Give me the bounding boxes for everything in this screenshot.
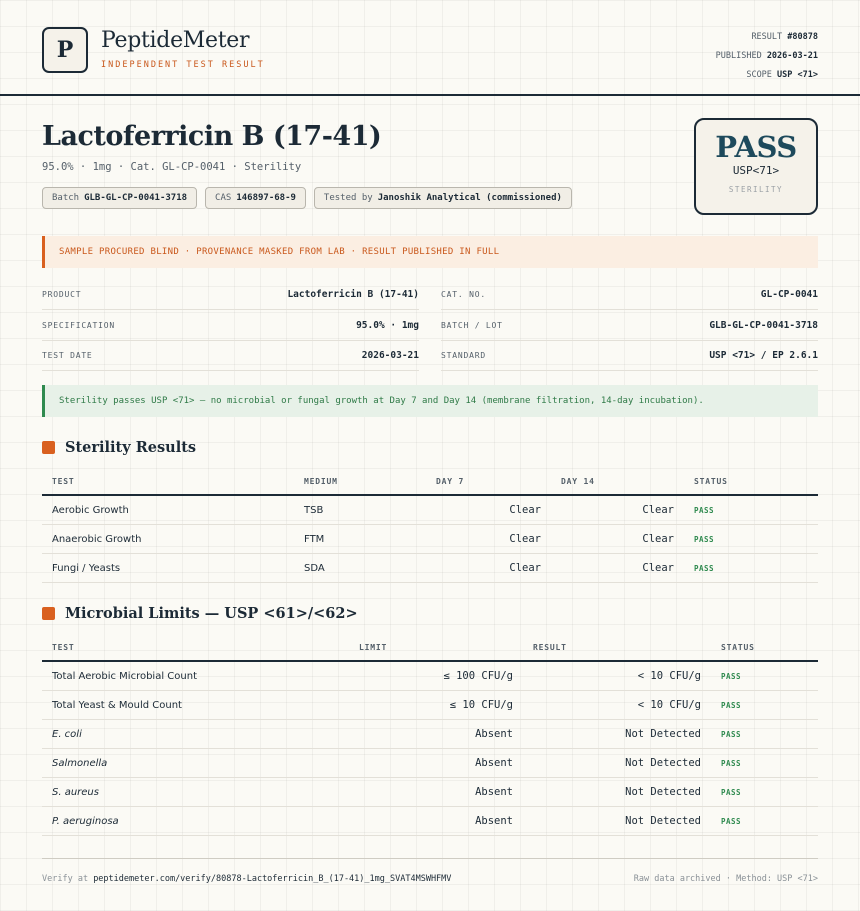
detail-product: PRODUCT Lactoferricin B (17-41) [42, 280, 419, 310]
brand-tagline: INDEPENDENT TEST RESULT [101, 60, 265, 70]
footer-divider [42, 858, 818, 859]
procurement-notice: SAMPLE PROCURED BLIND · PROVENANCE MASKED FROM LAB · RESULT PUBLISHED IN FULL [42, 236, 818, 268]
table-row: Salmonella Absent Not Detected PASS [42, 749, 818, 778]
brand-name: PeptideMeter [101, 28, 250, 53]
detail-cat-no: CAT. NO. GL-CP-0041 [441, 280, 818, 310]
section-marker-icon [42, 607, 55, 620]
sterility-section-title: Sterility Results [42, 439, 196, 456]
scope-line: SCOPE USP <71> [746, 70, 818, 80]
table-row: S. aureus Absent Not Detected PASS [42, 778, 818, 807]
status-badge: PASS [684, 554, 818, 583]
detail-standard: STANDARD USP <71> / EP 2.6.1 [441, 341, 818, 371]
table-row: P. aeruginosa Absent Not Detected PASS [42, 807, 818, 836]
table-row: Total Aerobic Microbial Count ≤ 100 CFU/g < 10 CFU/g PASS [42, 661, 818, 691]
published-line: PUBLISHED 2026-03-21 [715, 51, 818, 61]
verdict-standard: USP<71> [732, 164, 780, 177]
table-header-row: TEST LIMIT RESULT STATUS [42, 634, 818, 661]
verdict-word: PASS [715, 130, 797, 164]
sterility-table [42, 468, 818, 583]
status-badge: PASS [684, 495, 818, 525]
microbial-table [42, 634, 818, 836]
verify-link[interactable]: peptidemeter.com/verify/80878-Lactoferricin_B_(17-41)_1mg_SVAT4MSWHFMV [93, 874, 452, 884]
status-badge: PASS [711, 720, 818, 749]
status-badge: PASS [711, 807, 818, 836]
status-badge: PASS [711, 691, 818, 720]
footer-method-note: Raw data archived · Method: USP <71> [633, 874, 818, 884]
product-chips [42, 187, 572, 209]
table-row: Total Yeast & Mould Count ≤ 10 CFU/g < 10 CFU/g PASS [42, 691, 818, 720]
status-badge: PASS [711, 778, 818, 807]
status-badge: PASS [684, 525, 818, 554]
cas-chip: CAS 146897-68-9 [205, 187, 306, 209]
table-row: Fungi / Yeasts SDA Clear Clear PASS [42, 554, 818, 583]
microbial-section-title: Microbial Limits — USP <61>/<62> [42, 605, 358, 622]
verify-line: Verify at peptidemeter.com/verify/80878-Lactoferricin_B_(17-41)_1mg_SVAT4MSWHFMV [42, 874, 452, 884]
detail-test-date: TEST DATE 2026-03-21 [42, 341, 419, 371]
logo-icon: P [42, 27, 88, 73]
report-meta [716, 28, 818, 85]
result-id-line: RESULT #80878 [751, 32, 818, 42]
report-header [0, 0, 860, 96]
status-badge: PASS [711, 749, 818, 778]
table-row: Aerobic Growth TSB Clear Clear PASS [42, 495, 818, 525]
table-row: E. coli Absent Not Detected PASS [42, 720, 818, 749]
verdict-badge [694, 118, 818, 215]
result-summary: Sterility passes USP <71> — no microbial or fungal growth at Day 7 and Day 14 (membrane filtration, 14-day incubation). [42, 385, 818, 417]
verdict-scope: STERILITY [728, 185, 784, 194]
status-badge: PASS [711, 661, 818, 691]
batch-chip: Batch GLB-GL-CP-0041-3718 [42, 187, 197, 209]
product-title: Lactoferricin B (17-41) [42, 121, 382, 152]
section-marker-icon [42, 441, 55, 454]
detail-batch: BATCH / LOT GLB-GL-CP-0041-3718 [441, 311, 818, 341]
table-header-row: TEST MEDIUM DAY 7 DAY 14 STATUS [42, 468, 818, 495]
table-row: Anaerobic Growth FTM Clear Clear PASS [42, 525, 818, 554]
tested-by-chip: Tested by Janoshik Analytical (commissioned) [314, 187, 572, 209]
detail-specification: SPECIFICATION 95.0% · 1mg [42, 311, 419, 341]
product-subtitle: 95.0% · 1mg · Cat. GL-CP-0041 · Sterility [42, 161, 302, 173]
